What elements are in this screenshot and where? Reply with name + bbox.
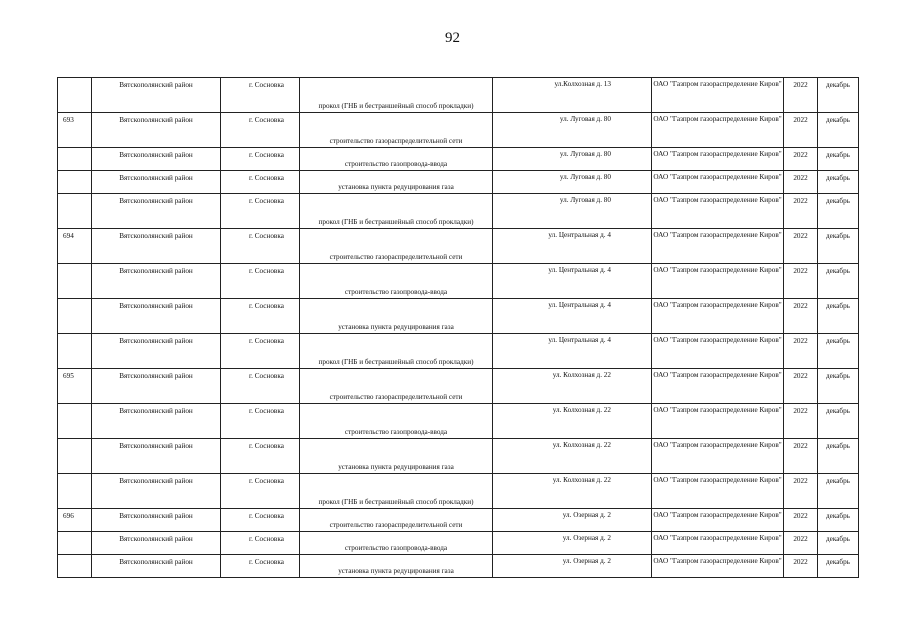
year-cell: 2022 [784, 264, 818, 299]
year-cell: 2022 [784, 299, 818, 334]
organization-cell: ОАО "Газпром газораспределение Киров" [652, 439, 784, 474]
month-cell: декабрь [818, 78, 859, 113]
row-number-cell [58, 148, 92, 171]
page-number: 92 [445, 30, 460, 46]
city-cell: г. Сосновка [221, 78, 300, 113]
city-cell: г. Сосновка [221, 509, 300, 532]
month-cell: декабрь [818, 264, 859, 299]
organization-cell: ОАО "Газпром газораспределение Киров" [652, 229, 784, 264]
city-cell: г. Сосновка [221, 229, 300, 264]
work-type-cell: установка пункта редуцирования газа [300, 439, 493, 474]
city-cell: г. Сосновка [221, 532, 300, 555]
work-type-cell: строительство газораспределительной сети [300, 509, 493, 532]
organization-cell: ОАО "Газпром газораспределение Киров" [652, 404, 784, 439]
row-number-cell [58, 474, 92, 509]
city-cell: г. Сосновка [221, 404, 300, 439]
table-row [58, 148, 859, 171]
row-number-cell [58, 532, 92, 555]
city-cell: г. Сосновка [221, 299, 300, 334]
table-row [58, 439, 859, 474]
year-cell: 2022 [784, 78, 818, 113]
district-cell: Вятскополянский район [92, 148, 221, 171]
table-row [58, 264, 859, 299]
organization-cell: ОАО "Газпром газораспределение Киров" [652, 264, 784, 299]
address-cell: ул. Луговая д. 80 [493, 148, 652, 171]
organization-cell: ОАО "Газпром газораспределение Киров" [652, 148, 784, 171]
year-cell: 2022 [784, 555, 818, 578]
district-cell: Вятскополянский район [92, 439, 221, 474]
row-number-cell [58, 439, 92, 474]
district-cell: Вятскополянский район [92, 229, 221, 264]
organization-cell: ОАО "Газпром газораспределение Киров" [652, 78, 784, 113]
district-cell: Вятскополянский район [92, 474, 221, 509]
table-row [58, 474, 859, 509]
row-number-cell: 695 [58, 369, 92, 404]
month-cell: декабрь [818, 194, 859, 229]
row-number-cell [58, 555, 92, 578]
row-number-cell: 696 [58, 509, 92, 532]
city-cell: г. Сосновка [221, 194, 300, 229]
district-cell: Вятскополянский район [92, 532, 221, 555]
row-number-cell: 694 [58, 229, 92, 264]
work-type-cell: установка пункта редуцирования газа [300, 299, 493, 334]
address-cell: ул.Колхозная д. 13 [493, 78, 652, 113]
month-cell: декабрь [818, 334, 859, 369]
table-row [58, 78, 859, 113]
work-type-cell: строительство газораспределительной сети [300, 113, 493, 148]
work-type-cell: строительство газораспределительной сети [300, 229, 493, 264]
year-cell: 2022 [784, 148, 818, 171]
row-number-cell [58, 404, 92, 439]
organization-cell: ОАО "Газпром газораспределение Киров" [652, 299, 784, 334]
address-cell: ул. Луговая д. 80 [493, 194, 652, 229]
month-cell: декабрь [818, 509, 859, 532]
work-type-cell: прокол (ГНБ и бестраншейный способ прокладки) [300, 474, 493, 509]
row-number-cell [58, 299, 92, 334]
work-type-cell: прокол (ГНБ и бестраншейный способ прокладки) [300, 334, 493, 369]
table-row [58, 509, 859, 532]
month-cell: декабрь [818, 532, 859, 555]
work-type-cell: установка пункта редуцирования газа [300, 171, 493, 194]
month-cell: декабрь [818, 439, 859, 474]
table-row [58, 113, 859, 148]
address-cell: ул. Центральная д. 4 [493, 334, 652, 369]
city-cell: г. Сосновка [221, 334, 300, 369]
address-cell: ул. Центральная д. 4 [493, 299, 652, 334]
work-type-cell: установка пункта редуцирования газа [300, 555, 493, 578]
address-cell: ул. Колхозная д. 22 [493, 369, 652, 404]
year-cell: 2022 [784, 509, 818, 532]
address-cell: ул. Луговая д. 80 [493, 113, 652, 148]
year-cell: 2022 [784, 229, 818, 264]
address-cell: ул. Озерная д. 2 [493, 532, 652, 555]
year-cell: 2022 [784, 194, 818, 229]
table-row [58, 229, 859, 264]
month-cell: декабрь [818, 299, 859, 334]
district-cell: Вятскополянский район [92, 78, 221, 113]
organization-cell: ОАО "Газпром газораспределение Киров" [652, 194, 784, 229]
address-cell: ул. Колхозная д. 22 [493, 474, 652, 509]
work-type-cell: строительство газопровода-ввода [300, 264, 493, 299]
city-cell: г. Сосновка [221, 113, 300, 148]
district-cell: Вятскополянский район [92, 171, 221, 194]
organization-cell: ОАО "Газпром газораспределение Киров" [652, 555, 784, 578]
year-cell: 2022 [784, 334, 818, 369]
district-cell: Вятскополянский район [92, 264, 221, 299]
month-cell: декабрь [818, 555, 859, 578]
district-cell: Вятскополянский район [92, 194, 221, 229]
month-cell: декабрь [818, 171, 859, 194]
district-cell: Вятскополянский район [92, 299, 221, 334]
table-row [58, 171, 859, 194]
district-cell: Вятскополянский район [92, 113, 221, 148]
row-number-cell: 693 [58, 113, 92, 148]
organization-cell: ОАО "Газпром газораспределение Киров" [652, 171, 784, 194]
row-number-cell [58, 171, 92, 194]
organization-cell: ОАО "Газпром газораспределение Киров" [652, 113, 784, 148]
city-cell: г. Сосновка [221, 264, 300, 299]
table-row [58, 194, 859, 229]
month-cell: декабрь [818, 148, 859, 171]
work-type-cell: строительство газопровода-ввода [300, 148, 493, 171]
address-cell: ул. Колхозная д. 22 [493, 439, 652, 474]
year-cell: 2022 [784, 404, 818, 439]
month-cell: декабрь [818, 229, 859, 264]
district-cell: Вятскополянский район [92, 404, 221, 439]
month-cell: декабрь [818, 369, 859, 404]
table-row [58, 555, 859, 578]
city-cell: г. Сосновка [221, 439, 300, 474]
month-cell: декабрь [818, 113, 859, 148]
district-cell: Вятскополянский район [92, 509, 221, 532]
month-cell: декабрь [818, 404, 859, 439]
table-row [58, 404, 859, 439]
year-cell: 2022 [784, 532, 818, 555]
city-cell: г. Сосновка [221, 148, 300, 171]
row-number-cell [58, 264, 92, 299]
year-cell: 2022 [784, 369, 818, 404]
year-cell: 2022 [784, 113, 818, 148]
city-cell: г. Сосновка [221, 369, 300, 404]
month-cell: декабрь [818, 474, 859, 509]
table-body [58, 78, 859, 578]
row-number-cell [58, 334, 92, 369]
work-type-cell: строительство газопровода-ввода [300, 532, 493, 555]
row-number-cell [58, 194, 92, 229]
work-type-cell: строительство газораспределительной сети [300, 369, 493, 404]
year-cell: 2022 [784, 171, 818, 194]
table-row [58, 334, 859, 369]
organization-cell: ОАО "Газпром газораспределение Киров" [652, 532, 784, 555]
table-row [58, 299, 859, 334]
city-cell: г. Сосновка [221, 474, 300, 509]
work-type-cell: строительство газопровода-ввода [300, 404, 493, 439]
organization-cell: ОАО "Газпром газораспределение Киров" [652, 509, 784, 532]
organization-cell: ОАО "Газпром газораспределение Киров" [652, 474, 784, 509]
table-row [58, 532, 859, 555]
address-cell: ул. Озерная д. 2 [493, 555, 652, 578]
address-cell: ул. Центральная д. 4 [493, 229, 652, 264]
year-cell: 2022 [784, 474, 818, 509]
table-row [58, 369, 859, 404]
district-cell: Вятскополянский район [92, 334, 221, 369]
address-cell: ул. Колхозная д. 22 [493, 404, 652, 439]
year-cell: 2022 [784, 439, 818, 474]
city-cell: г. Сосновка [221, 555, 300, 578]
district-cell: Вятскополянский район [92, 369, 221, 404]
row-number-cell [58, 78, 92, 113]
work-type-cell: прокол (ГНБ и бестраншейный способ прокладки) [300, 78, 493, 113]
address-cell: ул. Луговая д. 80 [493, 171, 652, 194]
work-schedule-table [57, 77, 859, 578]
address-cell: ул. Озерная д. 2 [493, 509, 652, 532]
district-cell: Вятскополянский район [92, 555, 221, 578]
organization-cell: ОАО "Газпром газораспределение Киров" [652, 369, 784, 404]
organization-cell: ОАО "Газпром газораспределение Киров" [652, 334, 784, 369]
city-cell: г. Сосновка [221, 171, 300, 194]
work-type-cell: прокол (ГНБ и бестраншейный способ прокладки) [300, 194, 493, 229]
address-cell: ул. Центральная д. 4 [493, 264, 652, 299]
